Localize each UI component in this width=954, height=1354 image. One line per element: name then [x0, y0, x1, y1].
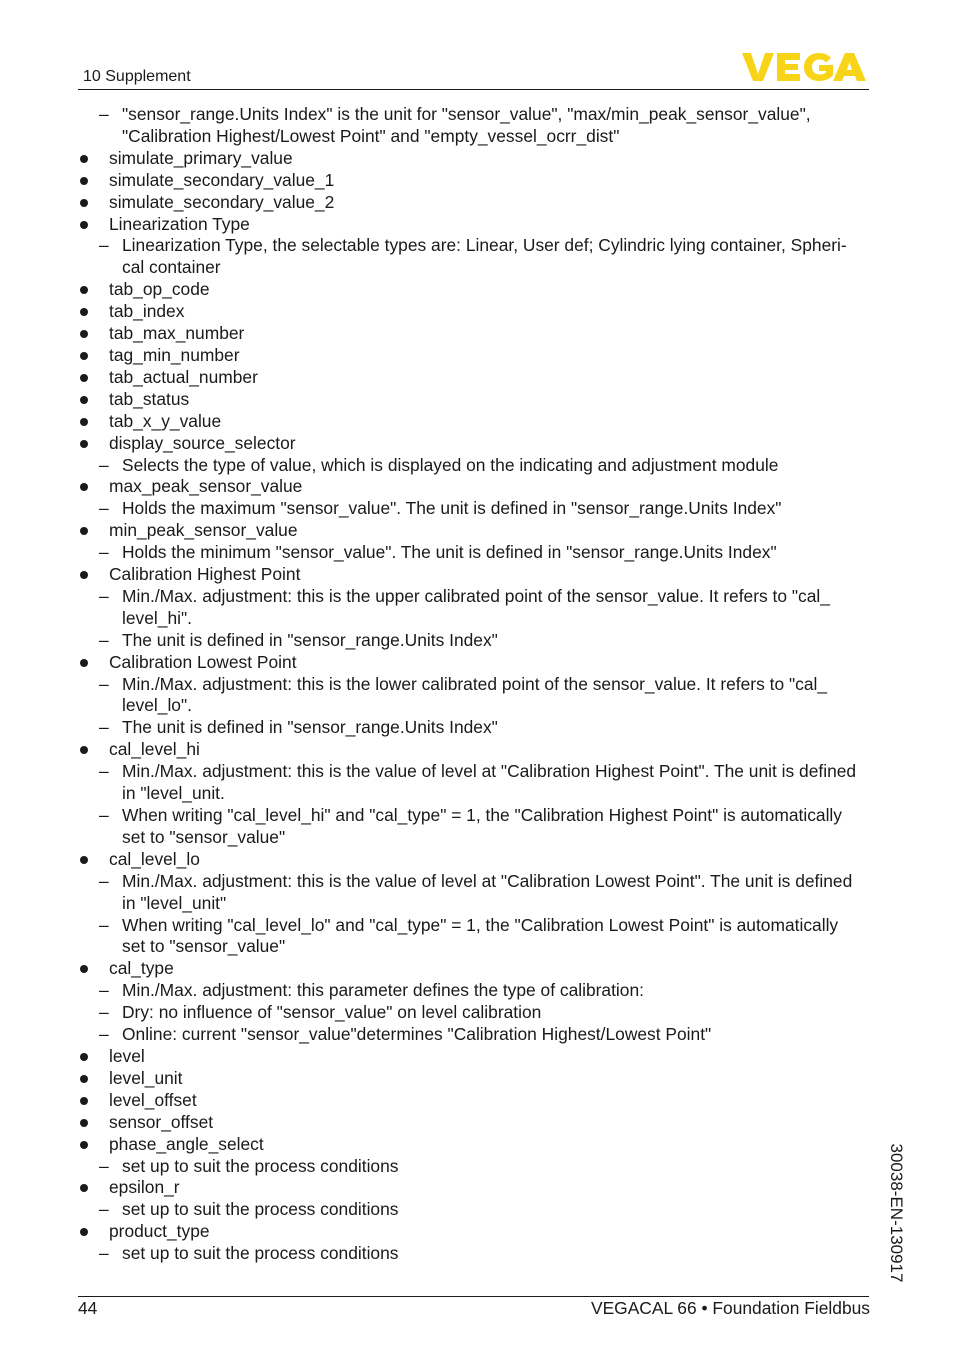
bullet-item	[0, 170, 954, 192]
item-text: tab_max_number	[109, 323, 245, 344]
dash-item	[0, 871, 954, 893]
dash-icon: –	[99, 104, 109, 124]
bullet-icon	[80, 1221, 88, 1236]
item-text: cal container	[122, 257, 221, 278]
item-text: tag_min_number	[109, 344, 240, 365]
bullet-item	[0, 1221, 954, 1243]
dash-item	[0, 936, 954, 958]
dash-item	[0, 761, 954, 783]
item-text: The unit is defined in "sensor_range.Units Index"	[122, 629, 498, 650]
item-text: Min./Max. adjustment: this is the lower calibrated point of the sensor_value. It refers to "cal_	[122, 673, 828, 694]
item-text: sensor_offset	[109, 1111, 214, 1132]
bullet-item	[0, 214, 954, 236]
bullet-item	[0, 520, 954, 542]
bullet-icon	[80, 192, 88, 207]
dash-item	[0, 542, 954, 564]
item-text: cal_level_lo	[109, 848, 200, 869]
dash-icon: –	[99, 629, 109, 650]
bullet-icon	[80, 739, 88, 754]
dash-item	[0, 104, 954, 126]
dash-item	[0, 1002, 954, 1024]
item-text: in "level_unit"	[122, 892, 227, 913]
bullet-item	[0, 1046, 954, 1068]
bullet-icon	[80, 1046, 88, 1061]
dash-icon: –	[99, 1155, 109, 1176]
item-text: tab_x_y_value	[109, 410, 222, 431]
item-text: Selects the type of value, which is displayed on the indicating and adjustment module	[122, 454, 779, 475]
bullet-icon	[80, 1134, 88, 1149]
item-text: simulate_primary_value	[109, 147, 293, 168]
item-text: simulate_secondary_value_2	[109, 191, 335, 212]
item-text: product_type	[109, 1221, 210, 1242]
dash-icon: –	[99, 1024, 109, 1045]
item-text: Min./Max. adjustment: this parameter defines the type of calibration:	[122, 980, 644, 1001]
item-text: epsilon_r	[109, 1177, 180, 1198]
item-text: level_hi".	[122, 607, 192, 628]
item-text: Linearization Type, the selectable types are: Linear, User def; Cylindric lying container, Spheri-	[122, 235, 847, 256]
dash-icon: –	[99, 1002, 109, 1023]
bullet-item	[0, 564, 954, 586]
dash-item	[0, 586, 954, 608]
product-name: VEGACAL 66 • Foundation Fieldbus	[590, 1298, 870, 1318]
bullet-item	[0, 652, 954, 674]
dash-icon: –	[99, 1243, 109, 1264]
dash-item	[0, 257, 954, 279]
item-text: tab_op_code	[109, 279, 210, 300]
bullet-icon	[80, 345, 88, 360]
dash-icon: –	[99, 805, 109, 825]
dash-item	[0, 827, 954, 849]
header-section-title: 10 Supplement	[83, 68, 191, 85]
item-text: in "level_unit.	[122, 783, 225, 804]
item-text: Holds the maximum "sensor_value". The unit is defined in "sensor_range.Units Index"	[122, 498, 782, 519]
item-text: cal_type	[109, 958, 174, 979]
dash-item	[0, 455, 954, 477]
bullet-item	[0, 1177, 954, 1199]
item-text: The unit is defined in "sensor_range.Units Index"	[122, 717, 498, 738]
bullet-icon	[80, 564, 88, 579]
bullet-item	[0, 345, 954, 367]
item-text: cal_level_hi	[109, 739, 200, 760]
item-text: Min./Max. adjustment: this is the value of level at "Calibration Lowest Point". The unit is defined	[122, 870, 853, 891]
dash-icon: –	[99, 454, 109, 475]
item-text: Calibration Highest Point	[109, 564, 301, 585]
dash-item	[0, 1156, 954, 1178]
bullet-icon	[80, 389, 88, 404]
dash-item	[0, 915, 954, 937]
bullet-icon	[80, 476, 88, 491]
item-text: level_unit	[109, 1067, 183, 1088]
bullet-item	[0, 192, 954, 214]
dash-icon: –	[99, 980, 109, 1001]
dash-icon: –	[99, 673, 109, 694]
dash-item	[0, 783, 954, 805]
bullet-icon	[80, 214, 88, 229]
dash-item	[0, 980, 954, 1002]
dash-item	[0, 1243, 954, 1265]
dash-item	[0, 805, 954, 827]
dash-item	[0, 1024, 954, 1046]
dash-icon: –	[99, 870, 109, 891]
bullet-item	[0, 739, 954, 761]
item-text: set up to suit the process conditions	[122, 1243, 399, 1264]
page-number: 44	[78, 1298, 98, 1318]
bullet-icon	[80, 148, 88, 163]
document-code: 30038-EN-130917	[887, 1143, 906, 1283]
bullet-icon	[80, 849, 88, 864]
item-text: When writing "cal_level_hi" and "cal_type" = 1, the "Calibration Highest Point" is automatically	[122, 805, 842, 825]
dash-item	[0, 498, 954, 520]
bullet-icon	[80, 301, 88, 316]
bullet-icon	[80, 520, 88, 535]
bullet-icon	[80, 1112, 88, 1127]
item-text: Calibration Lowest Point	[109, 651, 297, 672]
dash-icon: –	[99, 717, 109, 738]
bullet-item	[0, 279, 954, 301]
dash-item	[0, 1199, 954, 1221]
item-text: set to "sensor_value"	[122, 826, 286, 847]
dash-icon: –	[99, 542, 109, 563]
item-text: "sensor_range.Units Index" is the unit for "sensor_value", "max/min_peak_sensor_value",	[122, 104, 811, 124]
item-text: Holds the minimum "sensor_value". The unit is defined in "sensor_range.Units Index"	[122, 542, 777, 563]
item-text: tab_index	[109, 301, 185, 322]
bullet-item	[0, 1112, 954, 1134]
bullet-item	[0, 849, 954, 871]
bullet-icon	[80, 170, 88, 185]
item-text: Dry: no influence of "sensor_value" on level calibration	[122, 1002, 542, 1023]
item-text: Min./Max. adjustment: this is the upper calibrated point of the sensor_value. It refers to "cal_	[122, 585, 830, 606]
item-text: Online: current "sensor_value"determines "Calibration Highest/Lowest Point"	[122, 1024, 712, 1045]
dash-icon: –	[99, 914, 109, 935]
item-text: min_peak_sensor_value	[109, 520, 298, 541]
dash-item	[0, 630, 954, 652]
dash-item	[0, 674, 954, 696]
dash-item	[0, 126, 954, 148]
bullet-item	[0, 958, 954, 980]
item-text: level_lo".	[122, 695, 192, 716]
bullet-icon	[80, 652, 88, 667]
item-text: level	[109, 1045, 145, 1066]
dash-item	[0, 695, 954, 717]
item-text: When writing "cal_level_lo" and "cal_type" = 1, the "Calibration Lowest Point" is automatically	[122, 914, 839, 935]
bullet-item	[0, 433, 954, 455]
dash-item	[0, 893, 954, 915]
footer-rule	[78, 1296, 869, 1297]
dash-icon: –	[99, 585, 109, 606]
dash-icon: –	[99, 235, 109, 256]
parameter-list	[0, 104, 954, 1265]
bullet-item	[0, 1068, 954, 1090]
bullet-icon	[80, 958, 88, 973]
bullet-icon	[80, 1068, 88, 1083]
bullet-item	[0, 148, 954, 170]
bullet-item	[0, 323, 954, 345]
bullet-icon	[80, 323, 88, 338]
dash-icon: –	[99, 1199, 109, 1220]
item-text: simulate_secondary_value_1	[109, 169, 335, 190]
bullet-item	[0, 1090, 954, 1112]
bullet-icon	[80, 1090, 88, 1105]
item-text: level_offset	[109, 1089, 197, 1110]
item-text: Min./Max. adjustment: this is the value of level at "Calibration Highest Point". The unit is defined	[122, 761, 857, 782]
bullet-icon	[80, 367, 88, 382]
bullet-icon	[80, 1177, 88, 1192]
bullet-item	[0, 367, 954, 389]
bullet-item	[0, 301, 954, 323]
bullet-icon	[80, 279, 88, 294]
item-text: phase_angle_select	[109, 1133, 264, 1154]
bullet-item	[0, 411, 954, 433]
item-text: Linearization Type	[109, 213, 250, 234]
bullet-item	[0, 1134, 954, 1156]
dash-item	[0, 235, 954, 257]
item-text: set to "sensor_value"	[122, 936, 286, 957]
dash-icon: –	[99, 498, 109, 519]
dash-item	[0, 717, 954, 739]
item-text: "Calibration Highest/Lowest Point" and "empty_vessel_ocrr_dist"	[122, 125, 620, 146]
dash-icon: –	[99, 761, 109, 782]
header-rule	[78, 89, 869, 90]
item-text: tab_status	[109, 388, 190, 409]
bullet-icon	[80, 411, 88, 426]
bullet-item	[0, 476, 954, 498]
item-text: max_peak_sensor_value	[109, 476, 303, 497]
item-text: set up to suit the process conditions	[122, 1155, 399, 1176]
item-text: set up to suit the process conditions	[122, 1199, 399, 1220]
item-text: tab_actual_number	[109, 366, 258, 387]
bullet-item	[0, 389, 954, 411]
item-text: display_source_selector	[109, 432, 296, 453]
bullet-icon	[80, 433, 88, 448]
vega-logo	[742, 50, 872, 84]
dash-item	[0, 608, 954, 630]
